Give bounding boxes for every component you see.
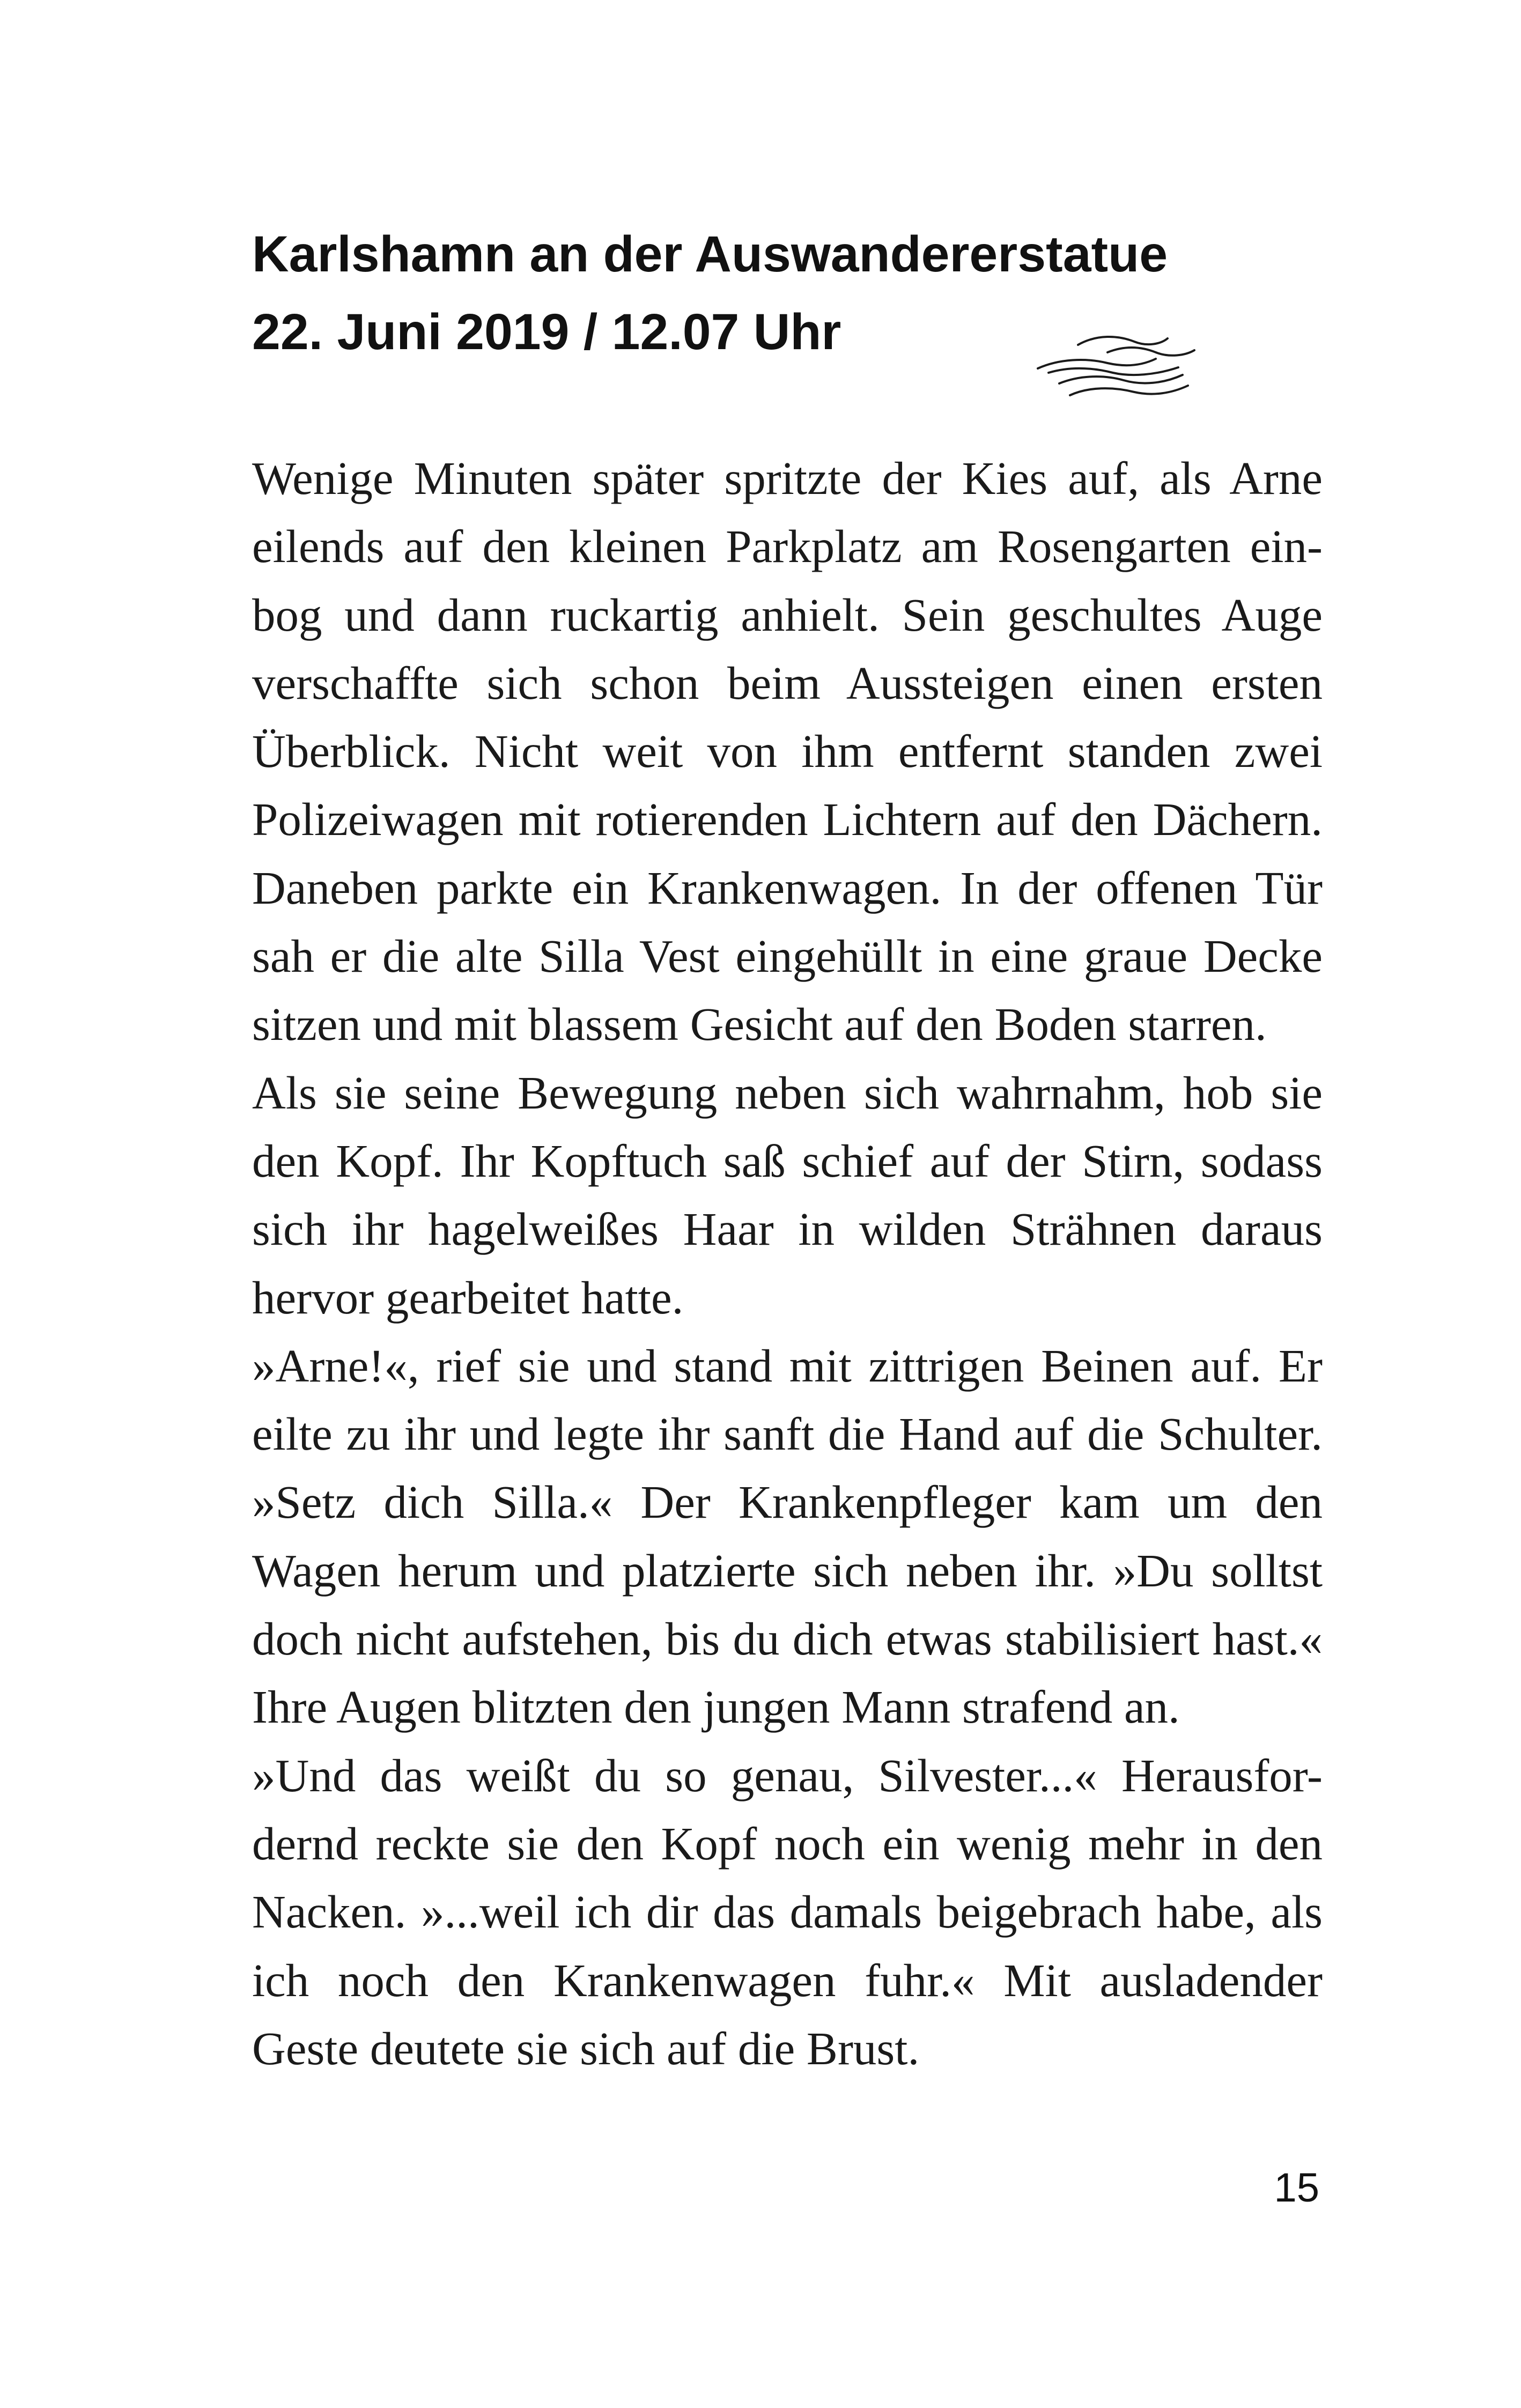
text-line: bog und dann ruckartig anhielt. Sein geschultes Auge: [252, 588, 1323, 641]
text-line: Geste deutete sie sich auf die Brust.: [252, 2022, 920, 2074]
text-line: sich ihr hagelweißes Haar in wilden Strähnen daraus: [252, 1203, 1323, 1255]
text-line: dernd reckte sie den Kopf noch ein wenig mehr in den: [252, 1817, 1323, 1870]
body-text: [252, 444, 1323, 2082]
chapter-heading-location: Karlshamn an der Auswandererstatue: [252, 226, 1168, 283]
text-line: ich noch den Krankenwagen fuhr.« Mit ausladender: [252, 1954, 1323, 2006]
text-line: sah er die alte Silla Vest eingehüllt in eine graue Decke: [252, 930, 1323, 983]
wave-ornament-icon: [1027, 319, 1204, 405]
text-line: hervor gearbeitet hatte.: [252, 1271, 684, 1324]
text-line: Ihre Augen blitzten den jungen Mann strafend an.: [252, 1681, 1180, 1733]
text-line: verschaffte sich schon beim Aussteigen einen ersten: [252, 656, 1323, 709]
text-line: den Kopf. Ihr Kopftuch saß schief auf der Stirn, sodass: [252, 1134, 1323, 1187]
text-line: eilends auf den kleinen Parkplatz am Rosengarten ein-: [252, 520, 1323, 573]
text-line: Überblick. Nicht weit von ihm entfernt standen zwei: [252, 725, 1323, 778]
text-line: Wenige Minuten später spritzte der Kies auf, als Arne: [252, 452, 1323, 504]
text-line: Als sie seine Bewegung neben sich wahrnahm, hob sie: [252, 1066, 1323, 1119]
page-number: 15: [1274, 2165, 1319, 2211]
text-line: Daneben parkte ein Krankenwagen. In der offenen Tür: [252, 861, 1323, 914]
text-line: Wagen herum und platzierte sich neben ihr. »Du solltst: [252, 1544, 1323, 1597]
text-line: »Setz dich Silla.« Der Krankenpfleger kam um den: [252, 1476, 1323, 1528]
chapter-heading-datetime: 22. Juni 2019 / 12.07 Uhr: [252, 304, 841, 360]
text-line: Polizeiwagen mit rotierenden Lichtern auf den Dächern.: [252, 793, 1323, 846]
text-line: »Und das weißt du so genau, Silvester...« Herausfor-: [252, 1749, 1323, 1801]
text-line: »Arne!«, rief sie und stand mit zittrigen Beinen auf. Er: [252, 1339, 1323, 1392]
text-line: sitzen und mit blassem Gesicht auf den Boden starren.: [252, 998, 1267, 1051]
text-line: doch nicht aufstehen, bis du dich etwas stabilisiert hast.«: [252, 1613, 1323, 1665]
text-line: eilte zu ihr und legte ihr sanft die Hand auf die Schulter.: [252, 1408, 1323, 1460]
text-line: Nacken. »...weil ich dir das damals beigebrach habe, als: [252, 1886, 1323, 1938]
